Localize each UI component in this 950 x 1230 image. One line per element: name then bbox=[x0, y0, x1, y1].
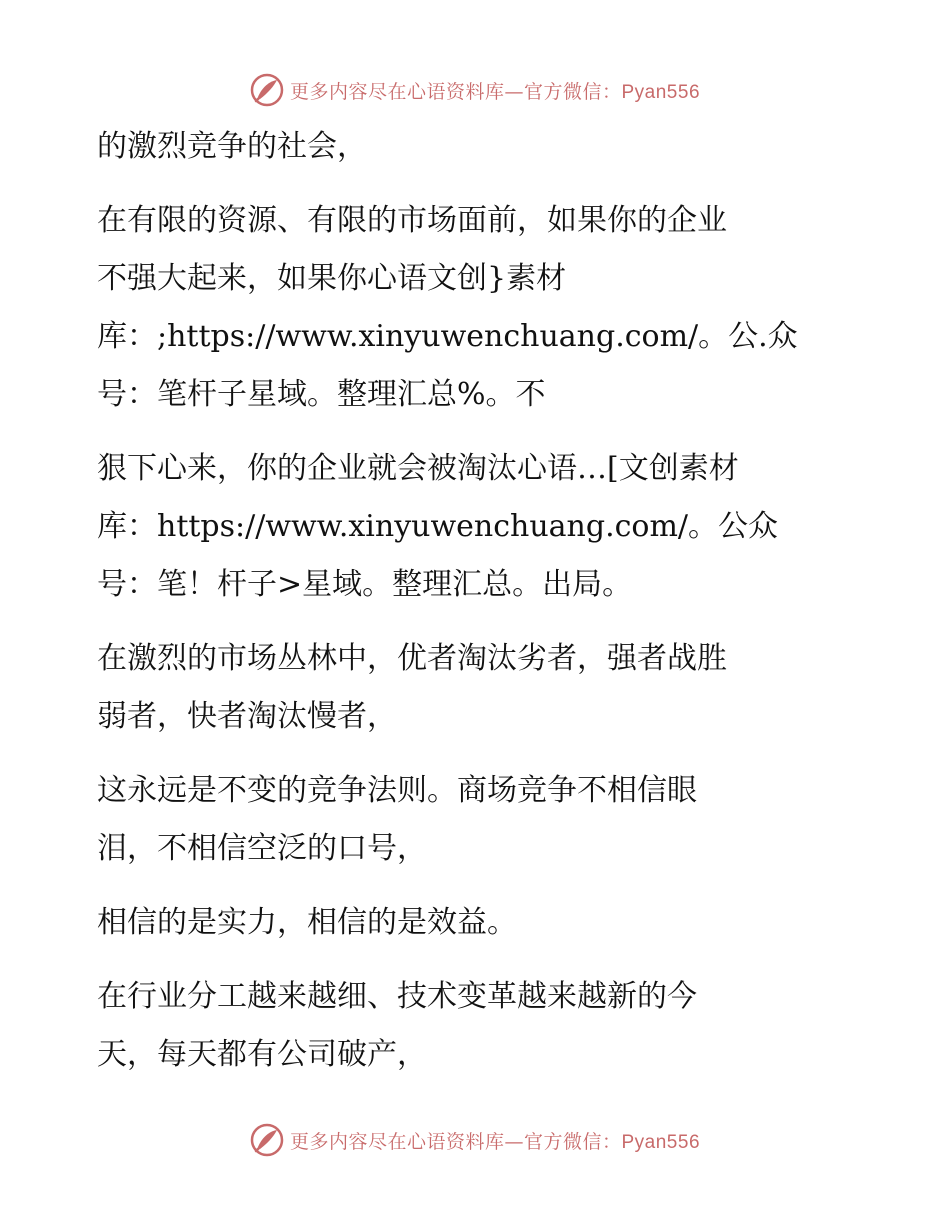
header-banner-text bbox=[290, 77, 700, 104]
text-line: 天，每天都有公司破产， bbox=[97, 1037, 427, 1072]
text-line: 在行业分工越来越细、技术变革越来越新的今 bbox=[97, 979, 697, 1014]
header-banner-id: Pyan556 bbox=[621, 81, 701, 103]
brush-pen-logo-icon bbox=[250, 73, 284, 107]
header-banner-cn: 更多内容尽在心语资料库—官方微信： bbox=[289, 80, 622, 103]
paragraph bbox=[97, 968, 857, 1084]
brush-pen-logo-icon bbox=[250, 1123, 284, 1157]
text-line: 号：笔杆子星域。整理汇总%。不 bbox=[97, 377, 546, 412]
document-body bbox=[97, 118, 857, 1100]
text-line: 在有限的资源、有限的市场面前，如果你的企业 bbox=[97, 203, 727, 238]
text-line: 库：https://www.xinyuwenchuang.com/。公众 bbox=[97, 509, 779, 544]
text-line: 弱者，快者淘汰慢者， bbox=[97, 699, 397, 734]
footer-banner-id: Pyan556 bbox=[621, 1131, 701, 1153]
paragraph bbox=[97, 630, 857, 746]
header-banner bbox=[0, 70, 950, 110]
text-line: 这永远是不变的竞争法则。商场竞争不相信眼 bbox=[97, 773, 697, 808]
paragraph bbox=[97, 894, 857, 952]
footer-banner-content bbox=[250, 1123, 700, 1157]
text-line: 库：;https://www.xinyuwenchuang.com/。公.众 bbox=[97, 319, 798, 354]
paragraph bbox=[97, 440, 857, 614]
footer-banner-cn: 更多内容尽在心语资料库—官方微信： bbox=[289, 1130, 622, 1153]
paragraph bbox=[97, 118, 857, 176]
header-banner-content bbox=[250, 73, 700, 107]
footer-banner bbox=[0, 1120, 950, 1160]
footer-banner-text bbox=[290, 1127, 700, 1154]
text-line: 号：笔！杆子>星域。整理汇总。出局。 bbox=[97, 567, 633, 602]
paragraph bbox=[97, 192, 857, 424]
text-line: 不强大起来，如果你心语文创}素材 bbox=[97, 261, 567, 296]
text-line: 在激烈的市场丛林中，优者淘汰劣者，强者战胜 bbox=[97, 641, 727, 676]
text-line: 泪，不相信空泛的口号， bbox=[97, 831, 427, 866]
text-line: 相信的是实力，相信的是效益。 bbox=[97, 905, 517, 940]
text-line: 狠下心来，你的企业就会被淘汰心语…[文创素材 bbox=[97, 451, 739, 486]
text-line: 的激烈竞争的社会， bbox=[97, 129, 367, 164]
paragraph bbox=[97, 762, 857, 878]
